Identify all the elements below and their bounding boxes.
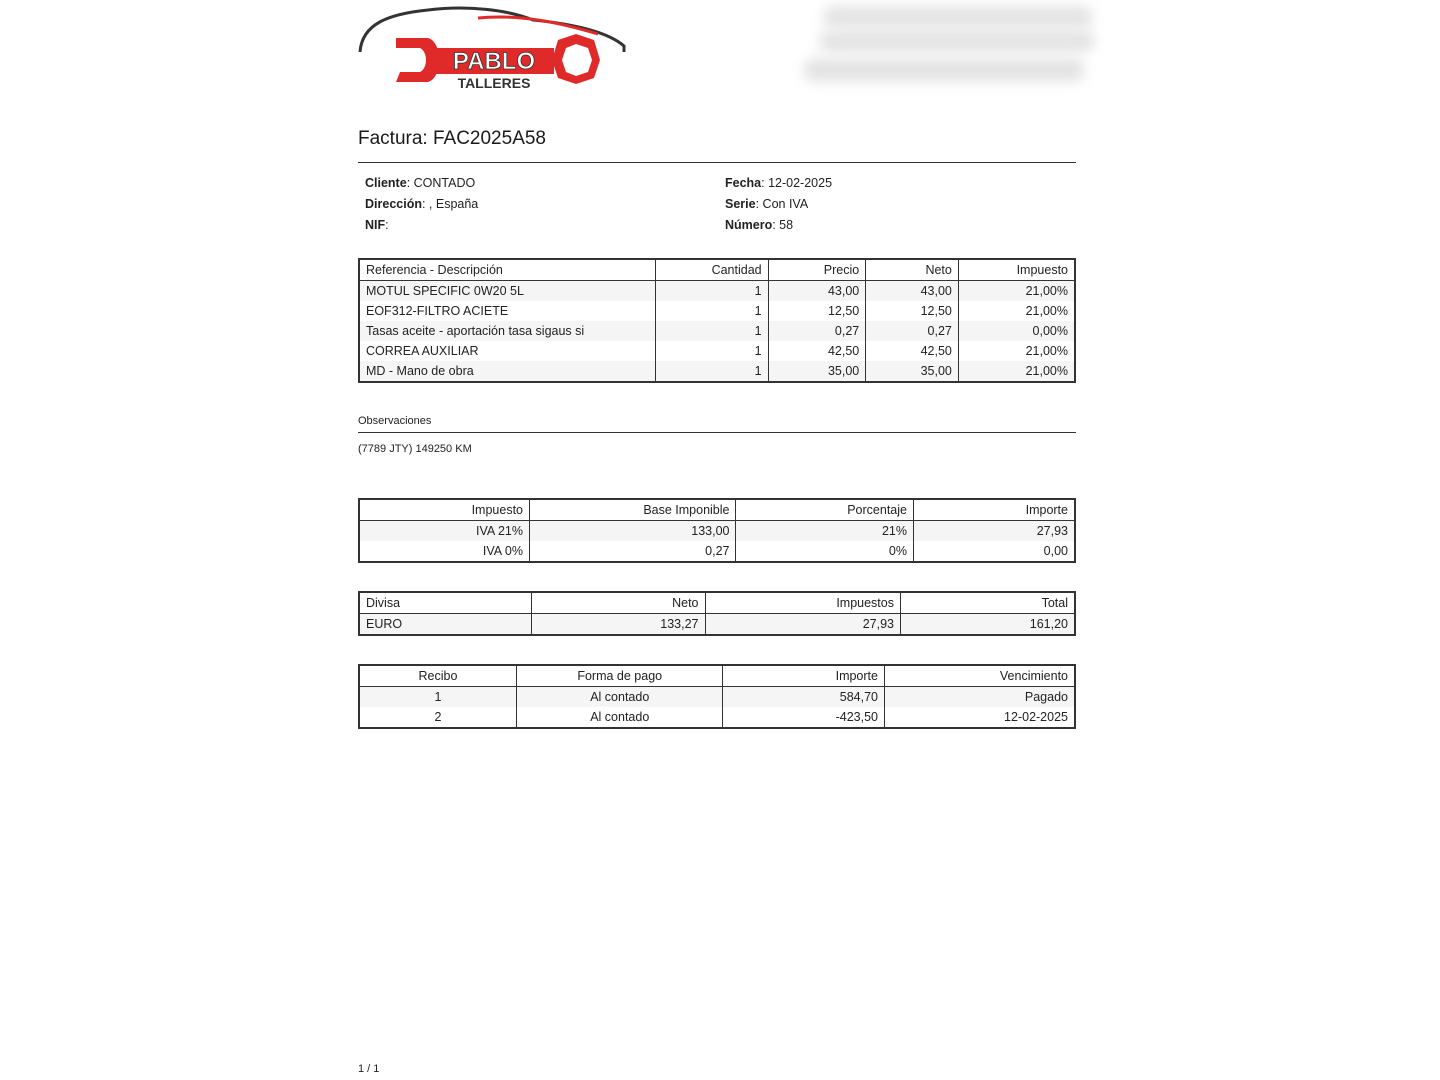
table-cell: 21,00%	[958, 281, 1075, 302]
date-row	[725, 173, 832, 194]
taxes-header-row	[359, 499, 1075, 521]
table-cell: Al contado	[517, 687, 723, 708]
pablo-talleres-logo	[358, 2, 628, 94]
field-label: Número	[725, 218, 773, 232]
title-divider	[358, 162, 1076, 163]
col-header: Impuestos	[705, 592, 900, 614]
table-cell: 0,00	[913, 541, 1075, 562]
page-number: 1 / 1	[358, 1063, 380, 1075]
table-row	[359, 281, 1075, 302]
table-row	[359, 361, 1075, 382]
table-cell: 1	[656, 321, 769, 341]
field-label: Cliente	[365, 176, 407, 190]
table-row	[359, 687, 1075, 708]
observations-divider	[358, 432, 1076, 433]
col-header: Importe	[913, 499, 1075, 521]
table-cell: 133,27	[532, 614, 706, 636]
table-cell: IVA 0%	[359, 541, 530, 562]
table-cell: -423,50	[723, 707, 885, 728]
table-cell: CORREA AUXILIAR	[359, 341, 656, 361]
field-value: : CONTADO	[406, 176, 476, 190]
table-cell: MD - Mano de obra	[359, 361, 656, 382]
col-header: Precio	[768, 259, 866, 281]
table-cell: Tasas aceite - aportación tasa sigaus si	[359, 321, 656, 341]
table-cell: 1	[656, 341, 769, 361]
col-header: Cantidad	[656, 259, 769, 281]
observations-label: Observaciones	[358, 415, 432, 427]
table-cell: 0,27	[530, 541, 736, 562]
table-cell: 133,00	[530, 521, 736, 542]
table-cell: 21,00%	[958, 361, 1075, 382]
table-cell: 21,00%	[958, 341, 1075, 361]
receipts-header-row	[359, 665, 1075, 687]
table-cell: Al contado	[517, 707, 723, 728]
table-row	[359, 541, 1075, 562]
table-cell: 42,50	[768, 341, 866, 361]
nif-row	[365, 215, 478, 236]
field-value: :	[385, 218, 389, 232]
col-header: Base Imponible	[530, 499, 736, 521]
address-row	[365, 194, 478, 215]
table-row	[359, 341, 1075, 361]
col-header: Total	[900, 592, 1075, 614]
col-header: Porcentaje	[736, 499, 914, 521]
table-cell: 12-02-2025	[884, 707, 1075, 728]
table-cell: 12,50	[866, 301, 959, 321]
table-cell: 0,27	[768, 321, 866, 341]
table-cell: 35,00	[768, 361, 866, 382]
table-row	[359, 707, 1075, 728]
col-header: Neto	[866, 259, 959, 281]
field-label: NIF	[365, 218, 386, 232]
invoice-meta	[725, 173, 832, 236]
totals-table	[358, 591, 1076, 636]
table-cell: 1	[656, 281, 769, 302]
table-cell: 1	[656, 301, 769, 321]
table-row	[359, 614, 1075, 636]
series-row	[725, 194, 832, 215]
table-cell: 1	[359, 687, 517, 708]
field-value: : 12-02-2025	[761, 176, 833, 190]
field-label: Fecha	[725, 176, 762, 190]
table-cell: 0,27	[866, 321, 959, 341]
col-header: Referencia - Descripción	[359, 259, 656, 281]
observations-text: (7789 JTY) 149250 KM	[358, 443, 472, 455]
table-cell: 27,93	[913, 521, 1075, 542]
redacted-company-info	[803, 2, 1103, 84]
table-cell: 21%	[736, 521, 914, 542]
invoice-title: Factura: FAC2025A58	[358, 128, 546, 149]
table-cell: 21,00%	[958, 301, 1075, 321]
table-cell: MOTUL SPECIFIC 0W20 5L	[359, 281, 656, 302]
logo-brand-text: PABLO	[452, 48, 536, 75]
field-value: : Con IVA	[755, 197, 809, 211]
table-cell: EURO	[359, 614, 532, 636]
table-cell: 43,00	[768, 281, 866, 302]
table-cell: 12,50	[768, 301, 866, 321]
items-header-row	[359, 259, 1075, 281]
col-header: Divisa	[359, 592, 532, 614]
invoice-page	[358, 0, 1076, 1080]
col-header: Neto	[532, 592, 706, 614]
taxes-table	[358, 498, 1076, 563]
col-header: Recibo	[359, 665, 517, 687]
totals-header-row	[359, 592, 1075, 614]
field-label: Dirección	[365, 197, 422, 211]
client-info	[365, 173, 478, 236]
logo-subtitle-text: TALLERES	[457, 75, 531, 91]
table-cell: EOF312-FILTRO ACIETE	[359, 301, 656, 321]
table-cell: 2	[359, 707, 517, 728]
table-cell: 35,00	[866, 361, 959, 382]
receipts-table	[358, 664, 1076, 729]
table-cell: 0%	[736, 541, 914, 562]
table-cell: IVA 21%	[359, 521, 530, 542]
table-cell: 43,00	[866, 281, 959, 302]
table-cell: 161,20	[900, 614, 1075, 636]
col-header: Impuesto	[958, 259, 1075, 281]
col-header: Vencimiento	[884, 665, 1075, 687]
col-header: Importe	[723, 665, 885, 687]
field-value: : , España	[421, 197, 479, 211]
client-row	[365, 173, 478, 194]
table-cell: 0,00%	[958, 321, 1075, 341]
table-cell: 27,93	[705, 614, 900, 636]
table-cell: 42,50	[866, 341, 959, 361]
field-label: Serie	[725, 197, 756, 211]
col-header: Impuesto	[359, 499, 530, 521]
table-cell: 584,70	[723, 687, 885, 708]
field-value: : 58	[772, 218, 794, 232]
table-row	[359, 321, 1075, 341]
number-row	[725, 215, 832, 236]
table-cell: 1	[656, 361, 769, 382]
table-row	[359, 301, 1075, 321]
table-row	[359, 521, 1075, 542]
items-table	[358, 258, 1076, 383]
table-cell: Pagado	[884, 687, 1075, 708]
col-header: Forma de pago	[517, 665, 723, 687]
